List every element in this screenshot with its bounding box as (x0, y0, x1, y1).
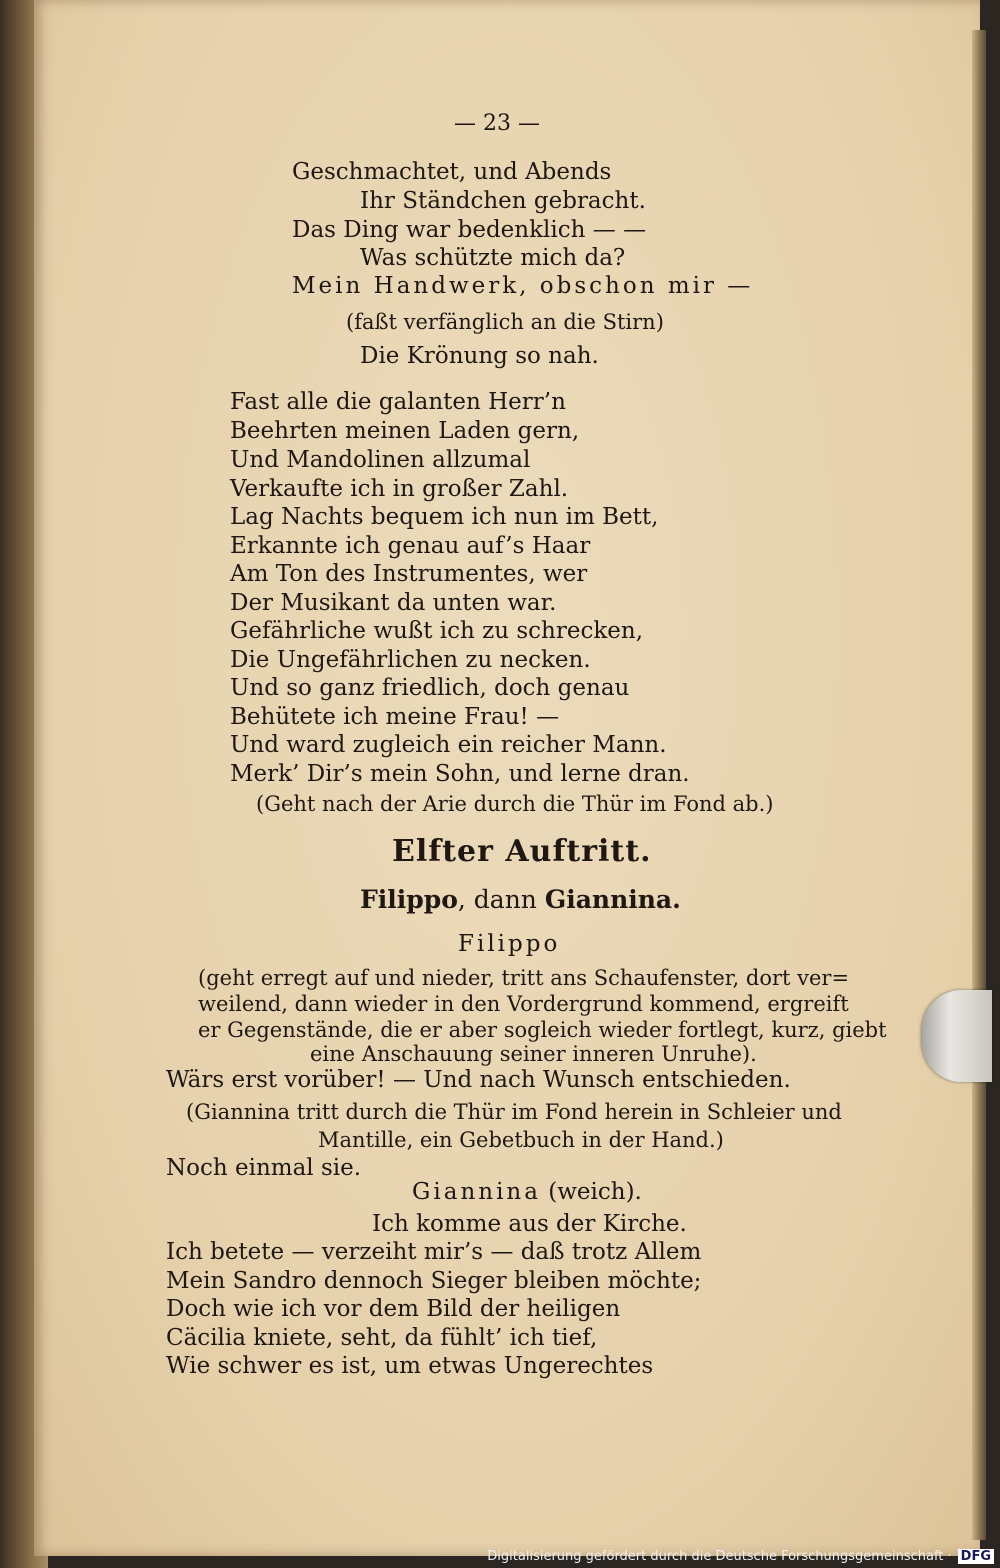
verse-line: Ihr Ständchen gebracht. (360, 188, 646, 214)
page-number: — 23 — (454, 111, 540, 136)
verse-line: Was schützte mich da? (360, 245, 626, 271)
cast-name: Giannina. (544, 885, 681, 914)
verse-line: Und Mandolinen allzumal (230, 447, 531, 473)
verse-line: Geschmachtet, und Abends (292, 159, 612, 185)
verse-line: Wie schwer es ist, um etwas Ungerechtes (166, 1353, 654, 1379)
speaker-note: (weich). (548, 1179, 642, 1205)
stage-direction: eine Anschauung seiner inneren Unruhe). (310, 1042, 757, 1066)
verse-line: Cäcilia kniete, seht, da fühlt’ ich tief, (166, 1325, 598, 1351)
verse-line: Fast alle die galanten Herr’n (230, 389, 566, 415)
page-right-edge (972, 30, 986, 1540)
cast-connector: , dann (457, 885, 545, 914)
dialogue-line: Wärs erst vorüber! — Und nach Wunsch entschieden. (166, 1067, 791, 1093)
stage-direction: (Geht nach der Arie durch die Thür im Fond ab.) (256, 792, 774, 816)
verse-line: Am Ton des Instrumentes, wer (230, 561, 588, 587)
verse-line: Behütete ich meine Frau! — (230, 704, 560, 730)
verse-line: Ich betete — verzeiht mir’s — daß trotz Allem (166, 1239, 702, 1265)
dfg-logo: DFG (958, 1549, 994, 1564)
verse-line: Gefährliche wußt ich zu schrecken, (230, 618, 644, 644)
verse-line: Mein Handwerk, obschon mir — (292, 273, 754, 299)
stage-direction: (faßt verfänglich an die Stirn) (346, 310, 664, 334)
page-clip-tab (922, 990, 992, 1082)
stage-direction: (geht erregt auf und nieder, tritt ans Schaufenster, dort ver= (198, 966, 850, 990)
verse-line: Mein Sandro dennoch Sieger bleiben möchte; (166, 1268, 702, 1294)
speaker-heading (412, 1178, 642, 1206)
stage-direction: er Gegenstände, die er aber sogleich wieder fortlegt, kurz, giebt (198, 1018, 887, 1042)
footer-text: Digitalisierung gefördert durch die Deutsche Forschungsgemeinschaft · (487, 1549, 952, 1564)
verse-line: Ich komme aus der Kirche. (372, 1211, 687, 1237)
scene-heading: Elfter Auftritt. (392, 834, 652, 869)
verse-line: Der Musikant da unten war. (230, 590, 557, 616)
verse-line: Doch wie ich vor dem Bild der heiligen (166, 1296, 621, 1322)
verse-line: Merk’ Dir’s mein Sohn, und lerne dran. (230, 761, 690, 787)
verse-line: Erkannte ich genau auf’s Haar (230, 533, 591, 559)
speaker-name: Giannina (412, 1179, 541, 1205)
dialogue-line: Noch einmal sie. (166, 1155, 362, 1181)
verse-line: Verkaufte ich in großer Zahl. (230, 476, 569, 502)
verse-line: Lag Nachts bequem ich nun im Bett, (230, 504, 659, 530)
stage-direction: (Giannina tritt durch die Thür im Fond herein in Schleier und (186, 1100, 842, 1124)
verse-line: Die Krönung so nah. (360, 343, 599, 369)
cast-name: Filippo (360, 885, 458, 914)
digitization-footer (487, 1549, 994, 1564)
verse-line: Und ward zugleich ein reicher Mann. (230, 732, 667, 758)
verse-line: Und so ganz friedlich, doch genau (230, 675, 630, 701)
verse-line: Das Ding war bedenklich — — (292, 217, 647, 243)
speaker-name: Filippo (458, 931, 561, 957)
verse-line: Beehrten meinen Laden gern, (230, 418, 580, 444)
cast-list (360, 886, 681, 914)
stage-direction: weilend, dann wieder in den Vordergrund kommend, ergreift (198, 992, 849, 1016)
stage-direction: Mantille, ein Gebetbuch in der Hand.) (318, 1128, 724, 1152)
verse-line: Die Ungefährlichen zu necken. (230, 647, 591, 673)
